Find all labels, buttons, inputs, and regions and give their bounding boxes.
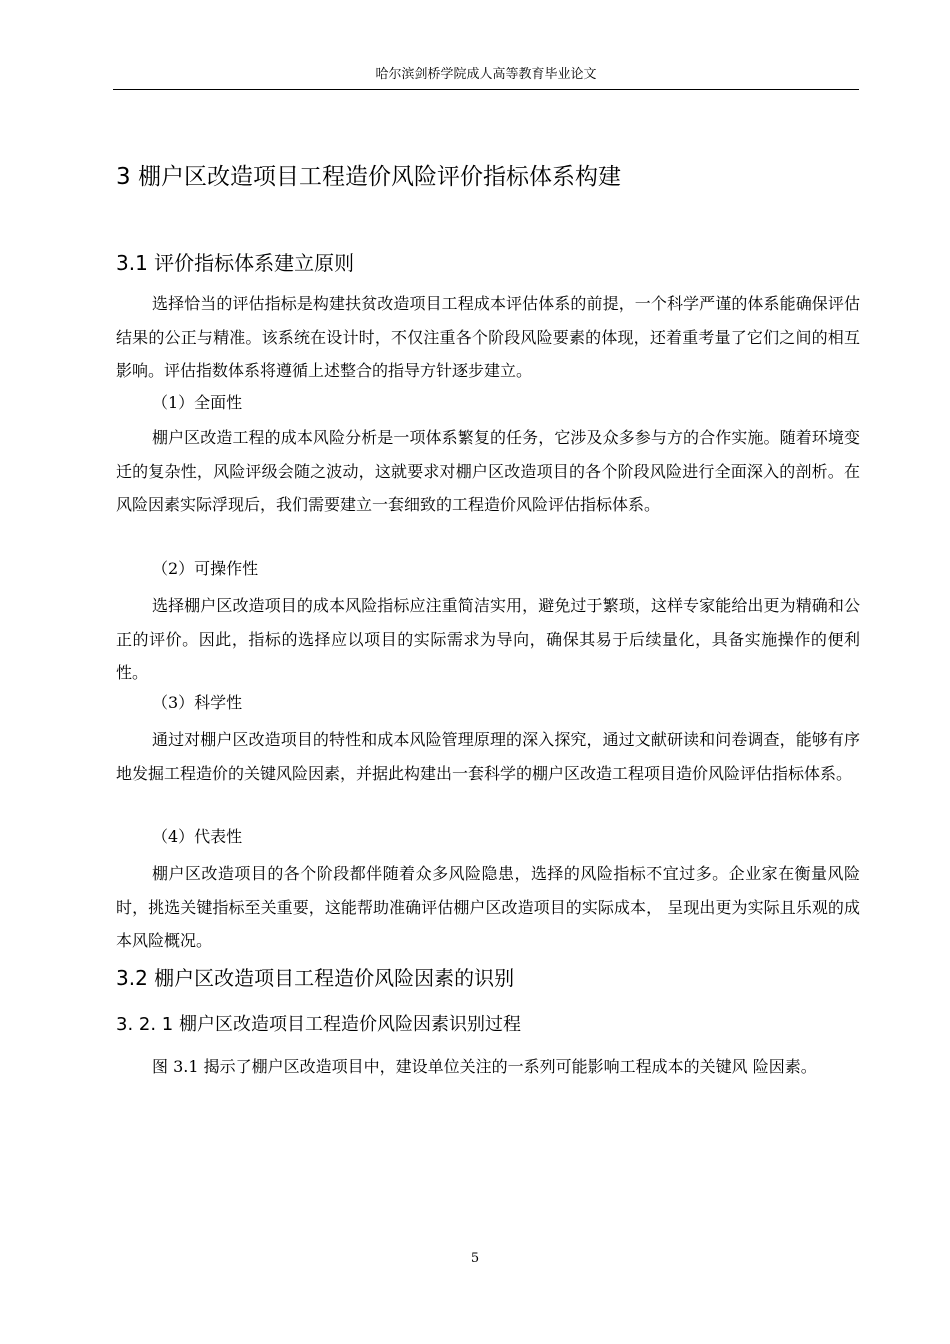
- chapter-heading: 3 棚户区改造项目工程造价风险评价指标体系构建: [116, 164, 621, 190]
- section-heading-3-2: 3.2 棚户区改造项目工程造价风险因素的识别: [116, 966, 515, 990]
- subsection-heading-3-2-1: 3. 2. 1 棚户区改造项目工程造价风险因素识别过程: [116, 1014, 521, 1035]
- principle-label-4: （4）代表性: [152, 827, 243, 846]
- running-header: 哈尔滨剑桥学院成人高等教育毕业论文: [375, 67, 597, 82]
- principle-paragraph-1: 棚户区改造工程的成本风险分析是一项体系繁复的任务，它涉及众多参与方的合作实施。随着环境变迁的复杂性，风险评级会随之波动，这就要求对棚户区改造项目的各个阶段风险进行全面深入的剖析。在风险因素实际浮现后，我们需要建立一套细致的工程造价风险评估指标体系。: [116, 428, 860, 514]
- principle-label-2: （2）可操作性: [152, 559, 259, 578]
- principle-label-1: （1）全面性: [152, 393, 243, 412]
- intro-paragraph: 选择恰当的评估指标是构建扶贫改造项目工程成本评估体系的前提，一个科学严谨的体系能确保评估结果的公正与精准。该系统在设计时，不仅注重各个阶段风险要素的体现，还着重考量了它们之间的相互影响。评估指数体系将遵循上述整合的指导方针逐步建立。: [116, 294, 860, 380]
- principle-paragraph-3: 通过对棚户区改造项目的特性和成本风险管理原理的深入探究，通过文献研读和问卷调查，能够有序地发掘工程造价的关键风险因素，并据此构建出一套科学的棚户区改造工程项目造价风险评估指标体系。: [116, 730, 860, 783]
- principle-paragraph-4: 棚户区改造项目的各个阶段都伴随着众多风险隐患，选择的风险指标不宜过多。企业家在衡量风险时，挑选关键指标至关重要，这能帮助准确评估棚户区改造项目的实际成本， 呈现出更为实际且乐观的成本风险概况。: [116, 864, 860, 950]
- subsection-paragraph: 图 3.1 揭示了棚户区改造项目中，建设单位关注的一系列可能影响工程成本的关键风 险因素。: [152, 1057, 817, 1076]
- page-number: 5: [470, 1251, 480, 1266]
- section-heading-3-1: 3.1 评价指标体系建立原则: [116, 251, 355, 275]
- header-divider: [113, 89, 859, 90]
- principle-paragraph-2: 选择棚户区改造项目的成本风险指标应注重简洁实用，避免过于繁琐，这样专家能给出更为精确和公正的评价。因此，指标的选择应以项目的实际需求为导向，确保其易于后续量化，具备实施操作的便利性。: [116, 596, 860, 682]
- principle-label-3: （3）科学性: [152, 693, 243, 712]
